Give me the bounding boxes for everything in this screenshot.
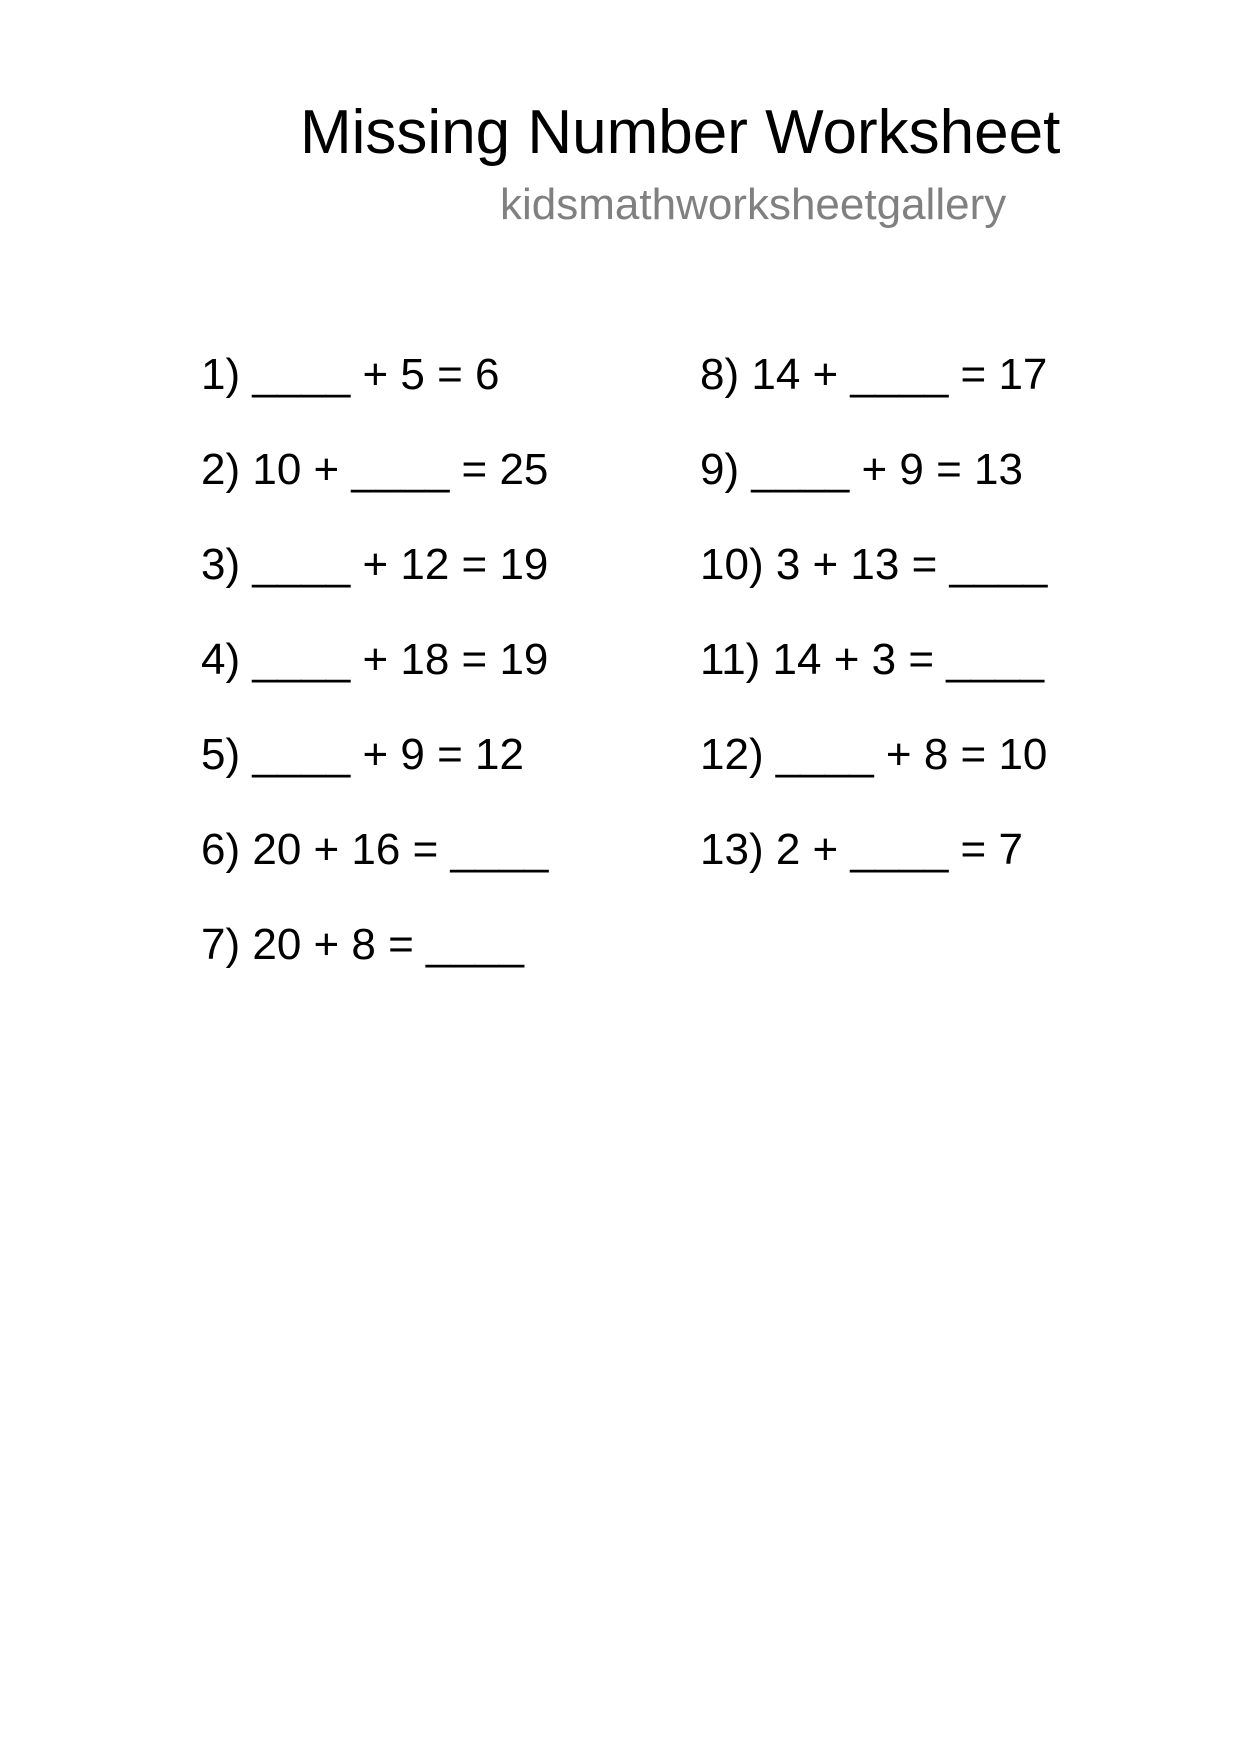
problem-10: 10) 3 + 13 = ____: [700, 540, 1048, 589]
problem-1: 1) ____ + 5 = 6: [201, 350, 500, 399]
problem-7: 7) 20 + 8 = ____: [201, 920, 524, 969]
problem-6: 6) 20 + 16 = ____: [201, 825, 549, 874]
worksheet-source: kidsmathworksheetgallery: [500, 180, 1007, 229]
problems-right-column: [700, 350, 1047, 920]
problem-8: 8) 14 + ____ = 17: [700, 350, 1048, 399]
problem-5: 5) ____ + 9 = 12: [201, 730, 524, 779]
problem-12: 12) ____ + 8 = 10: [700, 730, 1048, 779]
problem-3: 3) ____ + 12 = 19: [201, 540, 549, 589]
problem-13: 13) 2 + ____ = 7: [700, 825, 1023, 874]
problem-9: 9) ____ + 9 = 13: [700, 445, 1023, 494]
problem-2: 2) 10 + ____ = 25: [201, 445, 549, 494]
problems-left-column: [201, 350, 548, 1015]
problem-11: 11) 14 + 3 = ____: [700, 635, 1045, 684]
problem-4: 4) ____ + 18 = 19: [201, 635, 549, 684]
worksheet-title: Missing Number Worksheet: [300, 98, 1061, 167]
